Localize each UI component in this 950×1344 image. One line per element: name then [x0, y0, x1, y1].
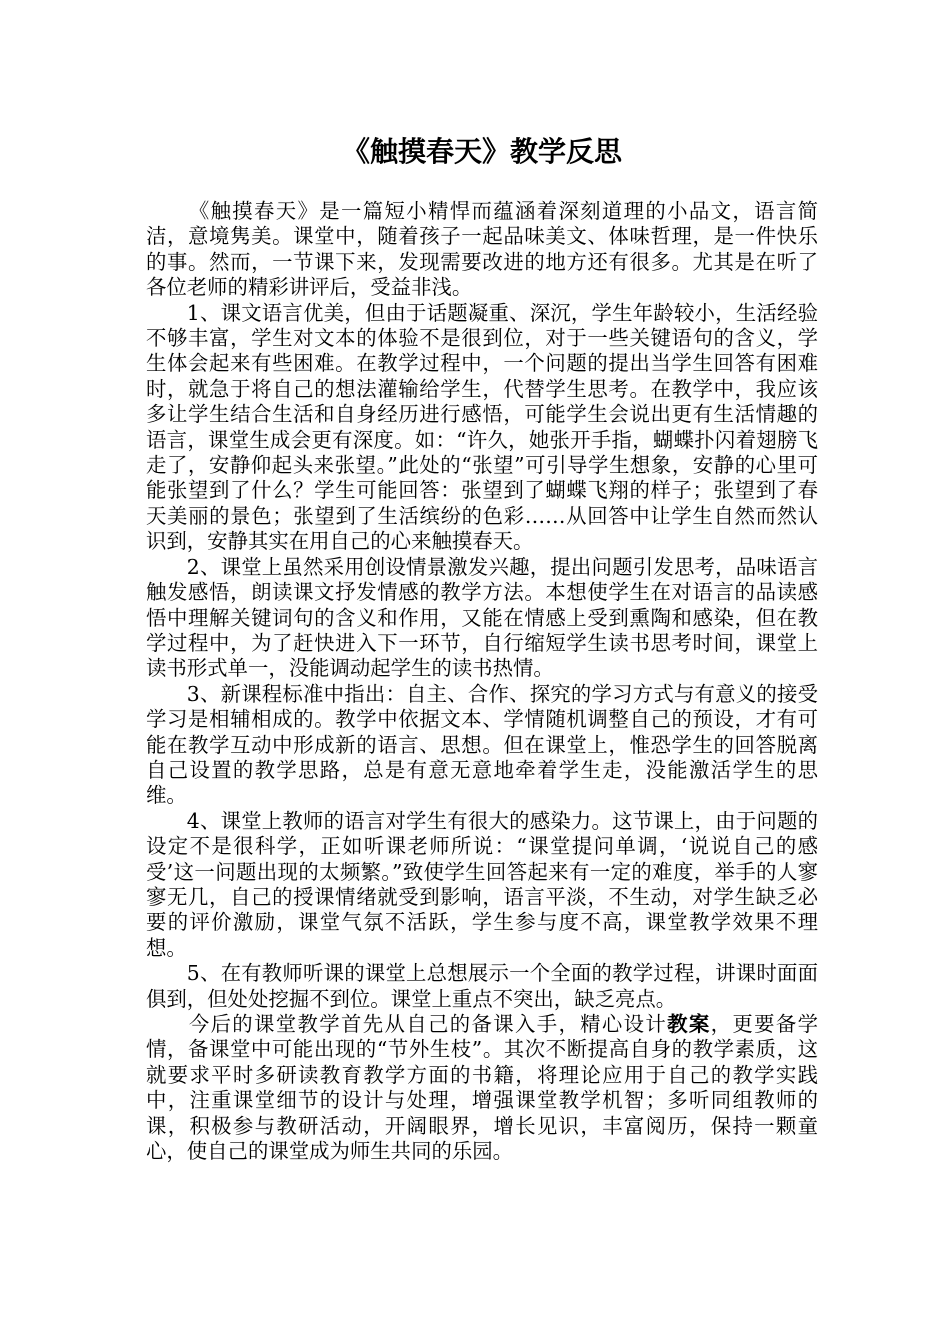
paragraph-point-3: 3、新课程标准中指出：自主、合作、探究的学习方式与有意义的接受学习是相辅相成的。教学中依据文本、学情随机调整自己的预设，才有可能在教学互动中形成新的语言、思想。但在课堂上，惟恐学生的回答脱离自己设置的教学思路，总是有意无意地牵着学生走，没能激活学生的思维。	[146, 681, 818, 808]
paragraph-point-4: 4、课堂上教师的语言对学生有很大的感染力。这节课上，由于问题的设定不是很科学，正如听课老师所说：“课堂提问单调，‘说说自己的感受’这一问题出现的太频繁。”致使学生回答起来有一定的难度，举手的人寥寥无几，自己的授课情绪就受到影响，语言平淡，不生动，对学生缺乏必要的评价激励，课堂气氛不活跃，学生参与度不高，课堂教学效果不理想。	[146, 808, 818, 960]
paragraph-point-5: 5、在有教师听课的课堂上总想展示一个全面的教学过程，讲课时面面俱到，但处处挖掘不到位。课堂上重点不突出，缺乏亮点。	[146, 961, 818, 1011]
paragraph-conclusion	[146, 1012, 818, 1164]
document-page	[146, 132, 818, 1164]
conclusion-text-after: ，更要备学情，备课堂中可能出现的“节外生枝”。其次不断提高自身的教学素质，这就要求平时多研读教育教学方面的书籍，将理论应用于自己的教学实践中，注重课堂细节的设计与处理，增强课堂教学机智；多听同组教师的课，积极参与教研活动，开阔眼界，增长见识，丰富阅历，保持一颗童心，使自己的课堂成为师生共同的乐园。	[146, 1012, 818, 1164]
paragraph-intro: 《触摸春天》是一篇短小精悍而蕴涵着深刻道理的小品文，语言简洁，意境隽美。课堂中，随着孩子一起品味美文、体味哲理，是一件快乐的事。然而，一节课下来，发现需要改进的地方还有很多。尤其是在听了各位老师的精彩讲评后，受益非浅。	[146, 199, 818, 300]
paragraph-point-2: 2、课堂上虽然采用创设情景激发兴趣，提出问题引发思考，品味语言触发感悟，朗读课文抒发情感的教学方法。本想使学生在对语言的品读感悟中理解关键词句的含义和作用，又能在情感上受到熏陶和感染，但在教学过程中，为了赶快进入下一环节，自行缩短学生读书思考时间，课堂上读书形式单一，没能调动起学生的读书热情。	[146, 554, 818, 681]
paragraph-point-1: 1、课文语言优美，但由于话题凝重、深沉，学生年龄较小，生活经验不够丰富，学生对文本的体验不是很到位，对于一些关键语句的含义，学生体会起来有些困难。在教学过程中，一个问题的提出当学生回答有困难时，就急于将自己的想法灌输给学生，代替学生思考。在教学中，我应该多让学生结合生活和自身经历进行感悟，可能学生会说出更有生活情趣的语言，课堂生成会更有深度。如：“许久，她张开手指，蝴蝶扑闪着翅膀飞走了，安静仰起头来张望。”此处的“张望”可引导学生想象，安静的心里可能张望到了什么？学生可能回答：张望到了蝴蝶飞翔的样子；张望到了春天美丽的景色；张望到了生活缤纷的色彩……从回答中让学生自然而然认识到，安静其实在用自己的心来触摸春天。	[146, 300, 818, 554]
conclusion-emphasis-link[interactable]: 教案	[667, 1012, 711, 1036]
conclusion-text-before: 今后的课堂教学首先从自己的备课入手，精心设计	[188, 1012, 668, 1036]
document-title: 《触摸春天》教学反思	[341, 135, 622, 168]
